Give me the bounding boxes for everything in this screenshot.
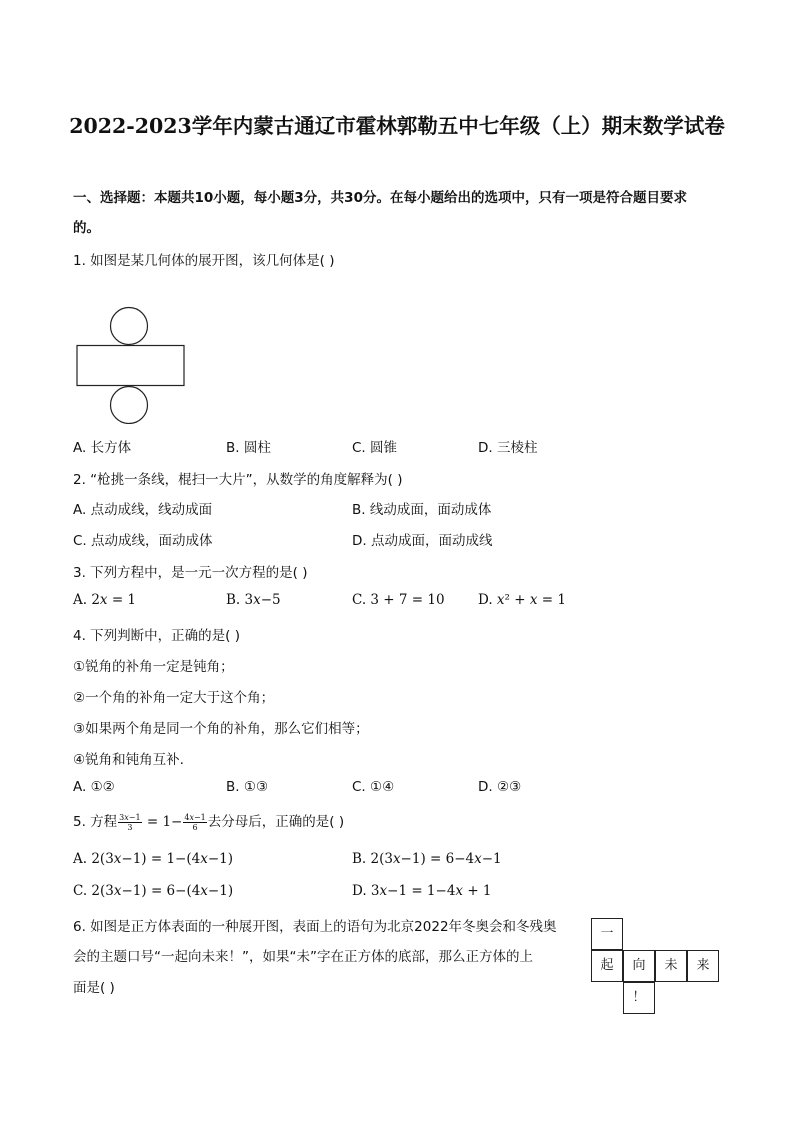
q4-option-a[interactable]: A. ①② [73, 779, 115, 795]
cube-net-cell-4: 未 [655, 950, 687, 982]
q4-option-b[interactable]: B. ①③ [226, 779, 269, 795]
q2-option-c[interactable]: C. 点动成线，面动成体 [73, 533, 213, 549]
q5-stem-prefix: 5. 方程 [73, 814, 118, 830]
q2-option-b[interactable]: B. 线动成面，面动成体 [352, 502, 492, 518]
q5-fraction-2-denominator: 6 [192, 822, 198, 832]
q5-stem-suffix: 去分母后，正确的是( ) [207, 814, 345, 830]
q5-fraction-2 [183, 813, 206, 832]
q4-statement-1: ①锐角的补角一定是钝角； [73, 659, 234, 675]
q5-fraction-1-numerator: 3𝑥−1 [119, 812, 141, 822]
cube-net-cell-1: 一 [591, 918, 623, 950]
q4-option-c[interactable]: C. ①④ [352, 779, 395, 795]
cube-net-cell-2: 起 [591, 950, 623, 982]
q5-option-d[interactable]: D. 3𝑥−1 = 1−4𝑥 + 1 [352, 883, 492, 899]
q2-stem: 2. “枪挑一条线，棍扫一大片”，从数学的角度解释为( ) [73, 472, 403, 488]
q5-stem [73, 810, 344, 832]
q4-option-d[interactable]: D. ②③ [478, 779, 522, 795]
q2-option-d[interactable]: D. 点动成面，面动成线 [352, 533, 493, 549]
exam-title: 2022-2023学年内蒙古通辽市霍林郭勒五中七年级（上）期末数学试卷 [69, 114, 725, 138]
q6-stem-line-2: 会的主题口号“一起向未来！”，如果“未”字在正方体的底部，那么正方体的上 [73, 949, 533, 965]
q3-option-b[interactable]: B. 3𝑥−5 [226, 592, 281, 608]
cylinder-net-figure [74, 306, 188, 424]
q6-stem-line-3: 面是( ) [73, 980, 115, 996]
cube-net-cell-5: 来 [687, 950, 719, 982]
q5-stem-middle: = 1− [142, 814, 183, 830]
q1-option-b[interactable]: B. 圆柱 [226, 440, 271, 456]
q1-stem: 1. 如图是某几何体的展开图，该几何体是( ) [73, 253, 335, 269]
q5-option-b[interactable]: B. 2(3𝑥−1) = 6−4𝑥−1 [352, 851, 502, 867]
q5-fraction-2-numerator: 4𝑥−1 [184, 812, 206, 822]
q5-fraction-1-denominator: 3 [127, 822, 133, 832]
q1-option-d[interactable]: D. 三棱柱 [478, 440, 538, 456]
cube-net-cell-6: ！ [623, 982, 655, 1014]
cube-net-cell-3: 向 [623, 950, 655, 982]
q5-fraction-1 [118, 813, 141, 832]
q3-stem: 3. 下列方程中，是一元一次方程的是( ) [73, 565, 308, 581]
q4-stem: 4. 下列判断中，正确的是( ) [73, 628, 240, 644]
q5-option-a[interactable]: A. 2(3𝑥−1) = 1−(4𝑥−1) [73, 851, 233, 867]
section-heading-line-2: 的。 [73, 220, 100, 236]
q3-option-c[interactable]: C. 3 + 7 = 10 [352, 592, 445, 608]
q1-option-a[interactable]: A. 长方体 [73, 440, 132, 456]
q6-stem-line-1: 6. 如图是正方体表面的一种展开图，表面上的语句为北京2022年冬奥会和冬残奥 [73, 919, 557, 935]
q4-statement-4: ④锐角和钝角互补. [73, 752, 184, 768]
q3-option-d[interactable]: D. 𝑥² + 𝑥 = 1 [478, 592, 566, 608]
q1-option-c[interactable]: C. 圆锥 [352, 440, 398, 456]
q5-option-c[interactable]: C. 2(3𝑥−1) = 6−(4𝑥−1) [73, 883, 234, 899]
q2-option-a[interactable]: A. 点动成线，线动成面 [73, 502, 213, 518]
q3-option-a[interactable]: A. 2𝑥 = 1 [73, 592, 137, 608]
q4-statement-2: ②一个角的补角一定大于这个角； [73, 690, 275, 706]
section-heading-line-1: 一、选择题：本题共10小题，每小题3分，共30分。在每小题给出的选项中，只有一项是符合题目要求 [73, 190, 687, 206]
q4-statement-3: ③如果两个角是同一个角的补角，那么它们相等； [73, 721, 369, 737]
